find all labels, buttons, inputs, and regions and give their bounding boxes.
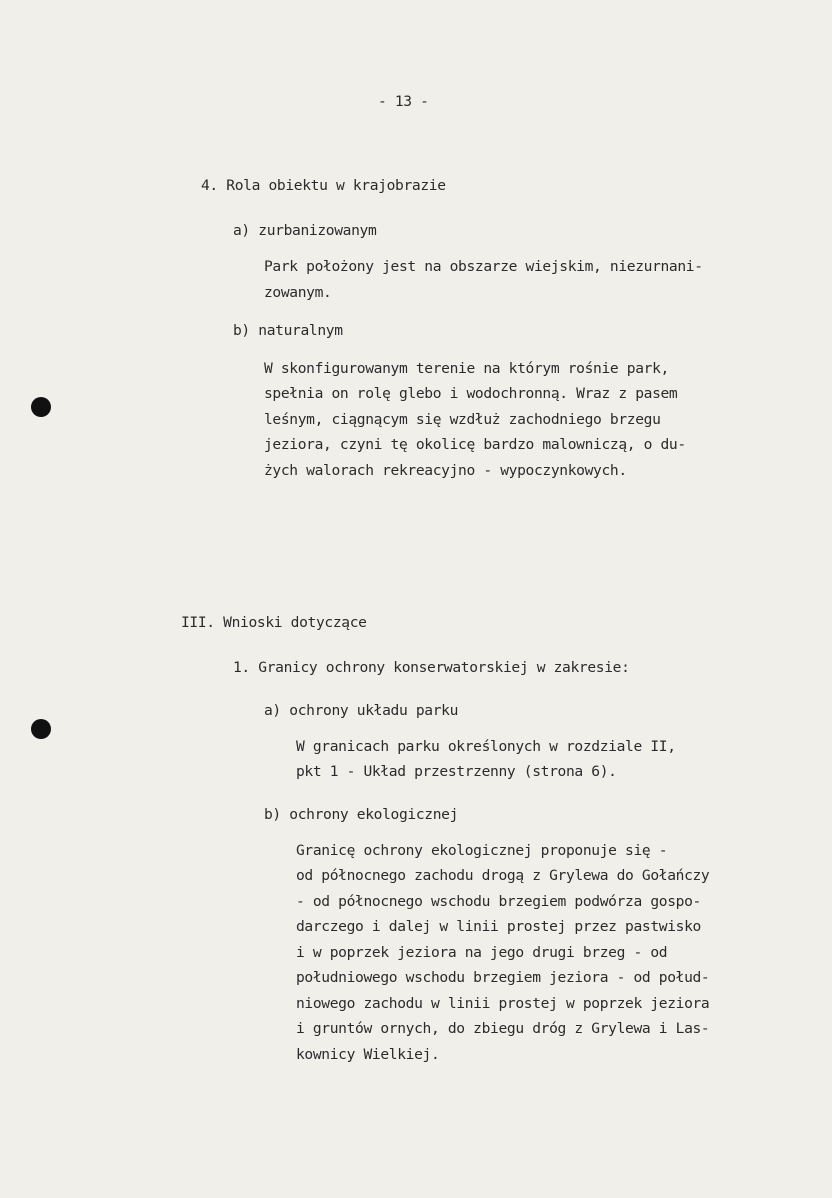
subsection-b-label: b) naturalnym [233,322,343,339]
paragraph-line: Park położony jest na obszarze wiejskim, niezurnani- [264,258,703,275]
paragraph-line: spełnia on rolę glebo i wodochronną. Wraz z pasem [264,385,678,402]
paragraph-line: i gruntów ornych, do zbiegu dróg z Grylewa i Las- [296,1020,710,1037]
paragraph-line: leśnym, ciągnącym się wzdłuż zachodniego brzegu [264,411,661,428]
subsection-a-label: a) ochrony układu parku [264,702,459,719]
paragraph-line: niowego zachodu w linii prostej w poprzek jeziora [296,995,710,1012]
paragraph-line: zowanym. [264,284,332,301]
section-3-heading: III. Wnioski dotyczące [181,614,367,631]
section-4-heading: 4. Rola obiektu w krajobrazie [201,177,446,194]
paragraph-line: od północnego zachodu drogą z Grylewa do Gołańczy [296,867,710,884]
paragraph-line: kownicy Wielkiej. [296,1046,440,1063]
paragraph-line: W skonfigurowanym terenie na którym rośnie park, [264,360,669,377]
paragraph-line: W granicach parku określonych w rozdziale II, [296,738,676,755]
punch-hole-bottom [31,719,51,739]
paragraph-line: - od północnego wschodu brzegiem podwórza gospo- [296,893,701,910]
paragraph-line: jeziora, czyni tę okolicę bardzo malowniczą, o du- [264,436,686,453]
page-number: - 13 - [378,93,429,110]
paragraph-line: darczego i dalej w linii prostej przez pastwisko [296,918,701,935]
item-1-heading: 1. Granicy ochrony konserwatorskiej w zakresie: [233,659,630,676]
paragraph-line: Granicę ochrony ekologicznej proponuje się - [296,842,668,859]
subsection-a-label: a) zurbanizowanym [233,222,377,239]
punch-hole-top [31,397,51,417]
paragraph-line: żych walorach rekreacyjno - wypoczynkowych. [264,462,627,479]
paragraph-line: i w poprzek jeziora na jego drugi brzeg - od [296,944,668,961]
paragraph-line: pkt 1 - Układ przestrzenny (strona 6). [296,763,617,780]
subsection-b-label: b) ochrony ekologicznej [264,806,459,823]
paragraph-line: południowego wschodu brzegiem jeziora - od połud- [296,969,710,986]
